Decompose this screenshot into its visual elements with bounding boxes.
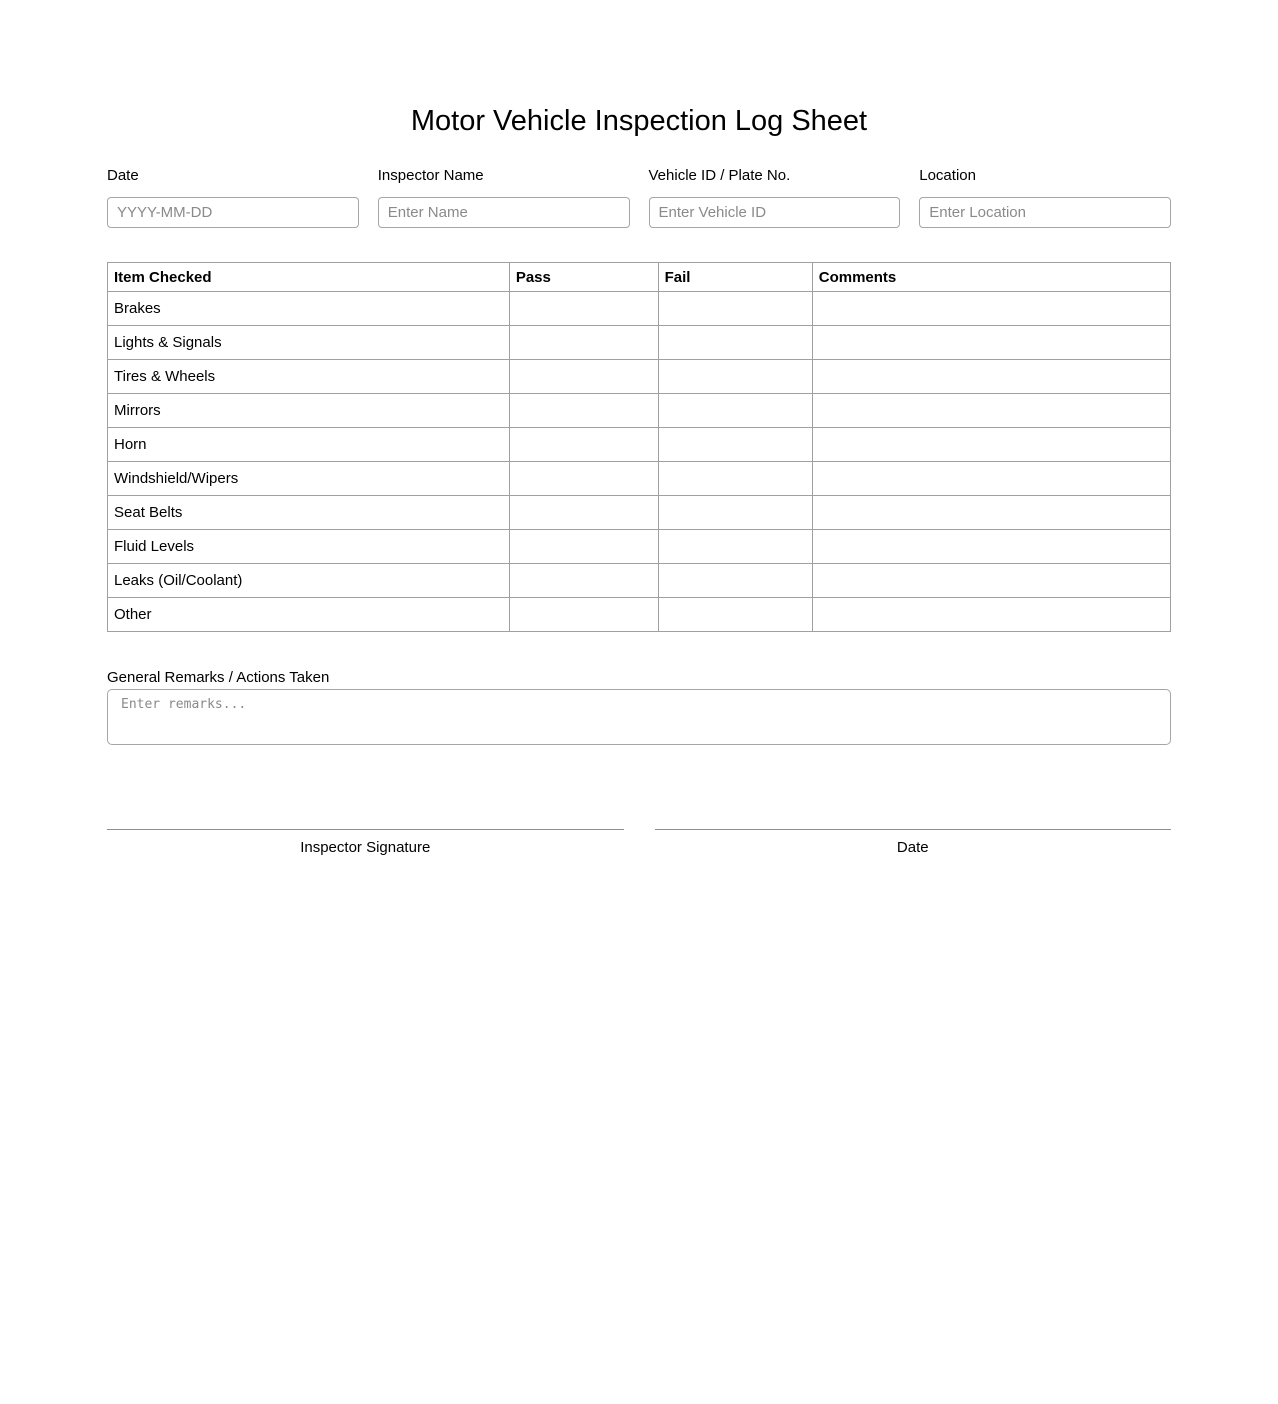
pass-cell <box>509 394 658 428</box>
comments-header: Comments <box>812 263 1170 292</box>
comments-cell <box>812 394 1170 428</box>
inspector-name-input[interactable] <box>378 197 630 228</box>
header-row <box>108 263 1171 292</box>
remarks-textarea[interactable] <box>107 689 1171 745</box>
item-checked-cell: Windshield/Wipers <box>108 462 510 496</box>
inspection-table <box>107 262 1171 632</box>
pass-header: Pass <box>509 263 658 292</box>
comments-cell <box>812 598 1170 632</box>
remarks-label: General Remarks / Actions Taken <box>107 669 330 686</box>
comments-cell <box>812 496 1170 530</box>
fail-cell <box>658 428 812 462</box>
fail-cell <box>658 462 812 496</box>
inspection-table-header <box>108 263 1171 292</box>
page-title: Motor Vehicle Inspection Log Sheet <box>410 105 868 137</box>
date-input[interactable] <box>107 197 359 228</box>
item-checked-cell: Horn <box>108 428 510 462</box>
item-checked-cell: Seat Belts <box>108 496 510 530</box>
table-row <box>108 360 1171 394</box>
item-checked-cell: Lights & Signals <box>108 326 510 360</box>
item-checked-cell: Brakes <box>108 292 510 326</box>
inspection-form <box>107 104 1171 856</box>
item-checked-header: Item Checked <box>108 263 510 292</box>
pass-cell <box>509 598 658 632</box>
vehicle-id-input[interactable] <box>649 197 901 228</box>
fail-cell <box>658 326 812 360</box>
fail-cell <box>658 496 812 530</box>
date-label: Date <box>107 167 139 184</box>
fail-header: Fail <box>658 263 812 292</box>
comments-cell <box>812 428 1170 462</box>
signature-date-line: Date <box>655 829 1172 856</box>
comments-cell <box>812 326 1170 360</box>
pass-cell <box>509 428 658 462</box>
item-checked-cell: Fluid Levels <box>108 530 510 564</box>
table-row <box>108 394 1171 428</box>
table-row <box>108 496 1171 530</box>
date-field-group <box>107 167 359 228</box>
fail-cell <box>658 598 812 632</box>
fail-cell <box>658 394 812 428</box>
table-row <box>108 326 1171 360</box>
signatures-row <box>107 829 1171 856</box>
fail-cell <box>658 530 812 564</box>
item-checked-cell: Leaks (Oil/Coolant) <box>108 564 510 598</box>
pass-cell <box>509 496 658 530</box>
fail-cell <box>658 564 812 598</box>
location-input[interactable] <box>919 197 1171 228</box>
location-field-group <box>919 167 1171 228</box>
inspection-table-body <box>108 292 1171 632</box>
comments-cell <box>812 292 1170 326</box>
item-checked-cell: Other <box>108 598 510 632</box>
comments-cell <box>812 462 1170 496</box>
table-row <box>108 564 1171 598</box>
table-row <box>108 292 1171 326</box>
vehicle-id-field-group <box>649 167 901 228</box>
item-checked-cell: Tires & Wheels <box>108 360 510 394</box>
comments-cell <box>812 564 1170 598</box>
pass-cell <box>509 530 658 564</box>
table-row <box>108 428 1171 462</box>
pass-cell <box>509 564 658 598</box>
comments-cell <box>812 530 1170 564</box>
inspector-signature-line: Inspector Signature <box>107 829 624 856</box>
table-row <box>108 530 1171 564</box>
inspector-name-label: Inspector Name <box>377 167 484 184</box>
inspector-name-field-group <box>378 167 630 228</box>
location-label: Location <box>919 167 976 184</box>
item-checked-cell: Mirrors <box>108 394 510 428</box>
pass-cell <box>509 292 658 326</box>
table-row <box>108 462 1171 496</box>
table-row <box>108 598 1171 632</box>
comments-cell <box>812 360 1170 394</box>
pass-cell <box>509 360 658 394</box>
vehicle-id-label: Vehicle ID / Plate No. <box>648 167 791 184</box>
pass-cell <box>509 326 658 360</box>
fail-cell <box>658 292 812 326</box>
header-fields-row <box>107 167 1171 228</box>
fail-cell <box>658 360 812 394</box>
pass-cell <box>509 462 658 496</box>
